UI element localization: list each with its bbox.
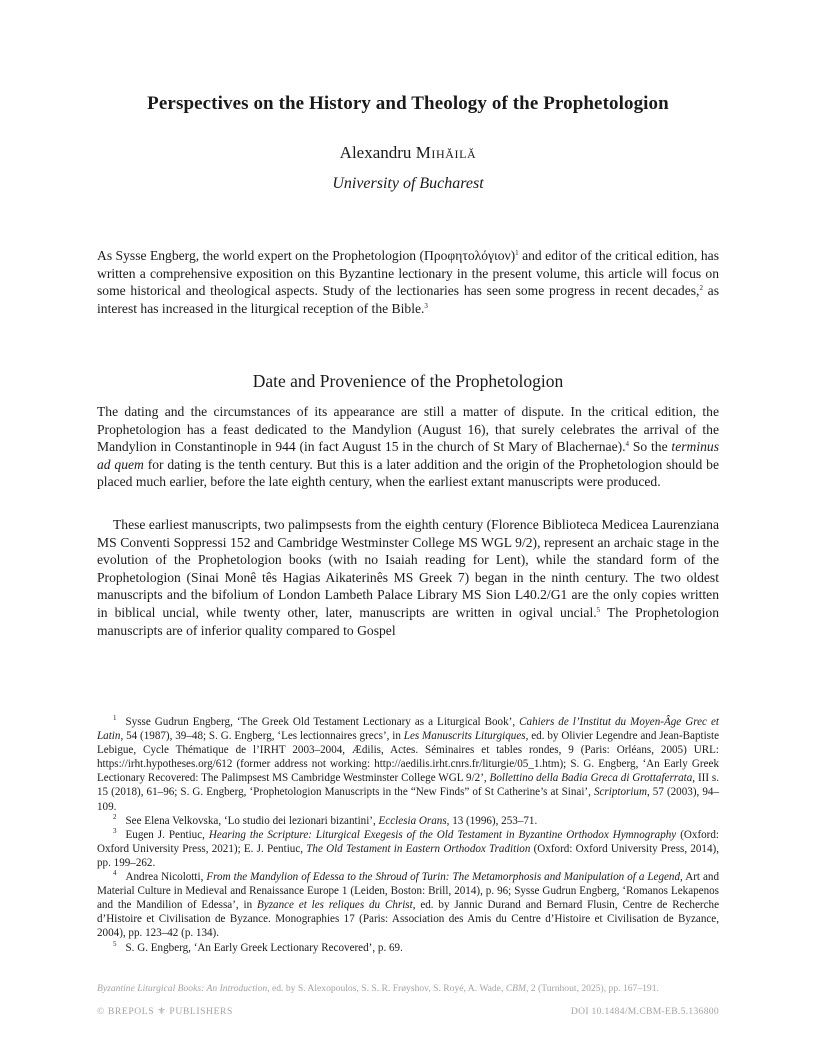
footnotes [97,715,719,955]
body-paragraph-dating: The dating and the circumstances of its appearance are still a matter of dispute. In the critical edition, the Prophetologion has a feast dedicated to the Mandylion (August 16), that surely celebrates the arrival of the Mandylion in Constantinople in 944 (in fact August 15 in the church of St Mary of Blachernae).$^4$ So the terminus ad quem for dating is the tenth century. But this is a later addition and the origin of the Prophetologion should be placed much earlier, before the late eighth century, when the earliest extant manuscripts were produced. [97,404,720,490]
body-paragraph-manuscripts: These earliest manuscripts, two palimpsests from the eighth century (Florence Biblioteca Medicea Laurenziana MS Conventi Soppressi 152 and Cambridge Westminster College MS WGL 9/2), represent an archaic stage in the evolution of the Prophetologion books (with no Isaiah reading for Lent), while the standard form of the Prophetologion (Sinai Monê tês Hagias Aikaterinês MS Greek 7) began in the ninth century. The two oldest manuscripts and the bifolium of London Lambeth Palace Library MS Sion L40.2/G1 are the only copies written in biblical uncial, while twenty other, later, manuscripts are written in ogival uncial.$^5$ The Prophetologion manuscripts are of inferior quality compared to Gospel [97,517,719,638]
article-title: Perspectives on the History and Theology of the Prophetologion [147,93,669,114]
author-affiliation: University of Bucharest [332,175,484,192]
footnote-1: $^1$ Sysse Gudrun Engberg, ‘The Greek Old Testament Lectionary as a Liturgical Book’, Cahiers de l’Institut du Moyen-Âge Grec et Latin, 54 (1987), 39–48; S. G. Engberg, ‘Les lectionnaires grecs’, in Les Manuscrits Liturgiques, ed. by Olivier Legendre and Jean-Baptiste Lebigue, Cycle Thématique de l’IRHT 2003–2004, Ædilis, Actes. Séminaires et tables rondes, 9 (Paris: Orléans, 2005) URL: https://irht.hypotheses.org/612 (former address not working: http://aedilis.irht.cnrs.fr/liturgie/05_1.htm); S. G. Engberg, ‘An Early Greek Lectionary Recovered: The Palimpsest MS Cambridge Westminster College WGL 9/2’, Bollettino della Badia Greca di Grottaferrata, III s. 15 (2018), 61–96; S. G. Engberg, ‘Prophetologion Manuscripts in the “New Finds” of St Catherine’s at Sinai’, Scriptorium, 57 (2003), 94–109. [97,714,720,813]
author-last-name: Mihăilă [415,143,477,162]
publisher-mark: © BREPOLS ⚜ PUBLISHERS [97,1006,233,1017]
footnote-ref-2[interactable]: 2 [699,284,703,293]
volume-citation: Byzantine Liturgical Books: An Introduction, ed. by S. Alexopoulos, S. S. R. Frøyshov, S. Royé, A. Wade, CBM, 2 (Turnhout, 2025), pp. 167–191. [97,983,659,994]
author-first-name: Alexandru [339,143,412,162]
footnote-ref-3[interactable]: 3 [424,301,428,310]
footnote-2: $^2$ See Elena Velkovska, ‘Lo studio dei lezionari bizantini’, Ecclesia Orans, 13 (1996), 253–71. [113,812,538,827]
author-name [97,143,719,163]
section-heading: Date and Provenience of the Prophetologion [252,371,564,391]
footnote-3: $^3$ Eugen J. Pentiuc, Hearing the Scripture: Liturgical Exegesis of the Old Testament in Byzantine Orthodox Hymnography (Oxford: Oxford University Press, 2021); E. J. Pentiuc, The Old Testament in Eastern Orthodox Tradition (Oxford: Oxford University Press, 2014), pp. 199–262. [97,826,720,869]
footnote-ref-5[interactable]: 5 [596,605,601,614]
doi-link[interactable]: DOI 10.1484/M.CBM-EB.5.136800 [570,1006,719,1017]
footnote-5: $^5$ S. G. Engberg, ‘An Early Greek Lectionary Recovered’, p. 69. [113,939,403,954]
footnote-ref-4[interactable]: 4 [625,440,630,449]
intro-paragraph: As Sysse Engberg, the world expert on the Prophetologion $(\Pi\rho o\varphi\eta\tau o\lambda ό\gamma\iota o\nu)^1$ and editor of the critical edition, has written a comprehensive exposition on this Byzantine lectionary in the present volume, this article will focus on some historical and theological aspects. Study of the lectionaries has seen some progress in recent decades,$^2$ as interest has increased in the liturgical reception of the Bible.$^3$ [97,248,719,316]
footnote-ref-1[interactable]: 1 [515,249,519,257]
footnote-4: $^4$ Andrea Nicolotti, From the Mandylion of Edessa to the Shroud of Turin: The Metamorphosis and Manipulation of a Legend, Art and Material Culture in Medieval and Renaissance Europe 1 (Leiden, Boston: Brill, 2014), p. 96; Sysse Gudrun Engberg, ‘Romanos Lekapenos and the Mandilion of Edessa’, in Byzance et les reliques du Christ, ed. by Jannic Durand and Bernard Flusin, Centre de Recherche d’Histoire et Civilisation de Byzance. Monographies 17 (Paris: Association des Amis du Centre d’Histoire et Civilisation de Byzance, 2004), pp. 123–42 (p. 134). [97,869,719,940]
